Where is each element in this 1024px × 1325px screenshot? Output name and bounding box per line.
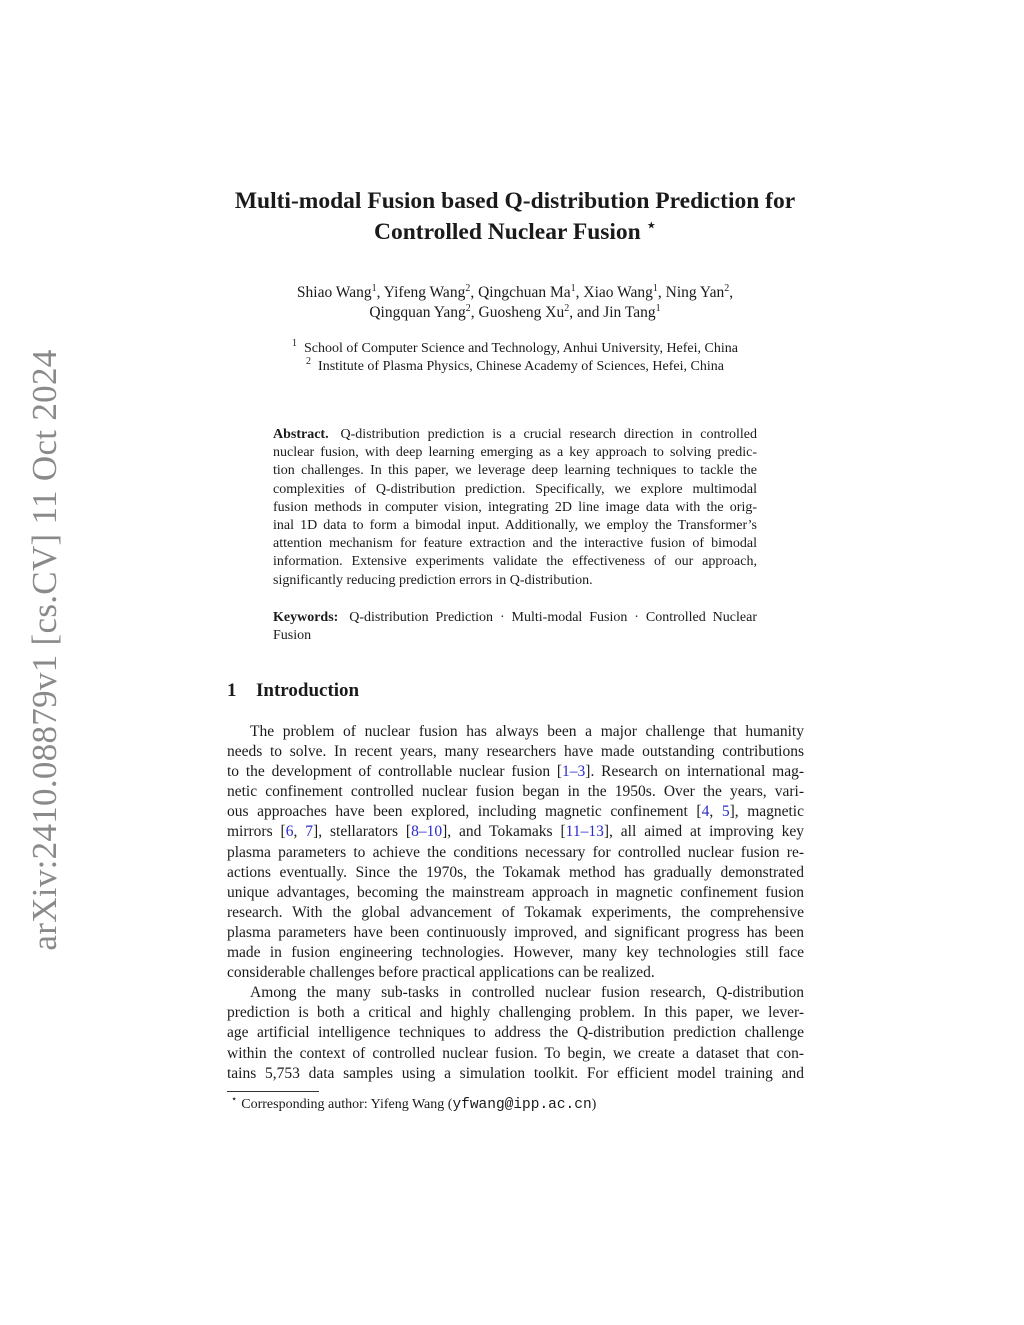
abstract-line: attention mechanism for feature extraction and the interactive fusion of bimodal bbox=[273, 536, 757, 552]
author-affiliation-mark: 1 bbox=[652, 283, 658, 294]
affiliation-item bbox=[200, 340, 830, 358]
author-name: Ning Yan bbox=[665, 284, 725, 301]
body-line: prediction is both a critical and highly challenging problem. In this paper, we lever- bbox=[227, 1004, 804, 1022]
abstract-line: nuclear fusion, with deep learning emerging as a key approach to solving predic- bbox=[273, 445, 757, 461]
footnote-email-link[interactable]: yfwang@ipp.ac.cn bbox=[452, 1097, 592, 1113]
abstract-line: inal 1D data to form a bimodal input. Additionally, we employ the Transformer’s bbox=[273, 518, 757, 534]
footnote-close: ) bbox=[591, 1097, 597, 1112]
arxiv-identifier: arXiv:2410.08879v1 [cs.CV] 11 Oct 2024 bbox=[25, 349, 64, 951]
introduction-body bbox=[227, 722, 804, 1084]
body-line: unique advantages, becoming the mainstream approach in magnetic confinement fusion bbox=[227, 883, 804, 901]
section-number: 1 bbox=[227, 680, 237, 701]
citation-link[interactable]: 1–3 bbox=[562, 763, 586, 781]
author-affiliation-mark: 1 bbox=[655, 303, 661, 314]
author-name: Guosheng Xu bbox=[478, 304, 565, 321]
author-affiliation-mark: 2 bbox=[564, 303, 570, 314]
citation-link[interactable]: 5 bbox=[721, 803, 730, 821]
footnote-star-mark: ⋆ bbox=[231, 1094, 238, 1105]
abstract-line: Abstract. Q-distribution prediction is a crucial research direction in controlled bbox=[273, 427, 758, 442]
abstract bbox=[273, 426, 757, 590]
author-name: Shiao Wang bbox=[296, 284, 372, 301]
footnote-rule bbox=[227, 1091, 319, 1092]
body-line: ous approaches have been explored, including magnetic confinement [4, 5], magnetic bbox=[227, 803, 804, 821]
author-affiliation-mark: 1 bbox=[570, 283, 576, 294]
affiliation-text: School of Computer Science and Technology, Anhui University, Hefei, China bbox=[304, 341, 738, 356]
affiliation-text: Institute of Plasma Physics, Chinese Academy of Sciences, Hefei, China bbox=[318, 359, 724, 374]
arxiv-stamp bbox=[20, 349, 70, 951]
keywords-line: Keywords: Q-distribution Prediction · Multi-modal Fusion · Controlled Nuclear bbox=[273, 610, 757, 625]
author-name: Qingchuan Ma bbox=[478, 284, 571, 301]
abstract-label: Abstract. bbox=[273, 427, 329, 442]
abstract-line: information. Extensive experiments validate the effectiveness of our approach, bbox=[273, 554, 757, 570]
affiliation-item bbox=[200, 358, 830, 376]
author-affiliation-mark: 1 bbox=[371, 283, 377, 294]
body-line: The problem of nuclear fusion has always been a major challenge that humanity bbox=[250, 723, 804, 740]
abstract-line: significantly reducing prediction errors in Q-distribution. bbox=[273, 572, 593, 588]
author-name: Jin Tang bbox=[603, 304, 656, 321]
affiliation-list bbox=[200, 340, 830, 376]
paper-title bbox=[200, 186, 830, 248]
keywords bbox=[273, 609, 757, 645]
citation-link[interactable]: 7 bbox=[305, 823, 314, 841]
body-line: research. With the global advancement of Tokamak experiments, the comprehensive bbox=[227, 903, 804, 921]
body-line: mirrors [6, 7], stellarators [8–10], and Tokamaks [11–13], all aimed at improving key bbox=[227, 823, 805, 841]
author-line-1: Shiao Wang$^1$, Yifeng Wang$^2$, Qingchuan Ma$^1$, Xiao Wang$^1$, Ning Yan$^2$, bbox=[296, 283, 734, 301]
body-line: actions eventually. Since the 1970s, the Tokamak method has gradually demonstrated bbox=[227, 863, 804, 881]
author-conjunction: and bbox=[576, 304, 600, 321]
body-line: needs to solve. In recent years, many researchers have made outstanding contributions bbox=[227, 743, 804, 761]
body-line: within the context of controlled nuclear fusion. To begin, we create a dataset that con- bbox=[227, 1044, 804, 1062]
author-name: Qingquan Yang bbox=[369, 304, 466, 321]
citation-link[interactable]: 11–13 bbox=[565, 823, 604, 841]
title-line-2-text: Controlled Nuclear Fusion bbox=[373, 219, 641, 245]
title-line-1: Multi-modal Fusion based Q-distribution Prediction for bbox=[234, 188, 796, 214]
author-affiliation-mark: 2 bbox=[465, 303, 471, 314]
author-list bbox=[200, 283, 830, 323]
body-line: made in fusion engineering technologies. However, many key technologies still face bbox=[227, 944, 804, 962]
citation-link[interactable]: 8–10 bbox=[411, 823, 443, 841]
citation-link[interactable]: 6 bbox=[285, 823, 294, 841]
footnote bbox=[231, 1096, 596, 1114]
body-line: tains 5,753 data samples using a simulation toolkit. For efficient model training and bbox=[227, 1064, 804, 1082]
abstract-line: tion challenges. In this paper, we leverage deep learning techniques to tackle the bbox=[273, 463, 757, 479]
author-line-2: Qingquan Yang$^2$, Guosheng Xu$^2$, and Jin Tang$^1$ bbox=[369, 303, 661, 321]
body-line: to the development of controllable nuclear fusion [1–3]. Research on international mag- bbox=[227, 763, 804, 781]
citation-link[interactable]: 4 bbox=[701, 803, 710, 821]
body-line: considerable challenges before practical applications can be realized. bbox=[227, 964, 655, 982]
abstract-line: fusion methods in computer vision, integrating 2D line image data with the orig- bbox=[273, 499, 757, 515]
body-line: plasma parameters have been continuously improved, and significant progress has been bbox=[227, 923, 804, 941]
keywords-label: Keywords: bbox=[273, 610, 339, 625]
footnote-text: Corresponding author: Yifeng Wang ( bbox=[241, 1097, 453, 1112]
affiliation-number: 1 bbox=[292, 338, 297, 349]
body-line: netic confinement controlled nuclear fusion began in the 1950s. Over the years, vari- bbox=[227, 783, 804, 801]
section-heading bbox=[227, 680, 359, 702]
keywords-line: Fusion bbox=[273, 628, 312, 644]
title-line-2 bbox=[200, 217, 830, 248]
author-name: Yifeng Wang bbox=[383, 284, 466, 301]
section-title: Introduction bbox=[256, 680, 360, 701]
body-line: age artificial intelligence techniques to address the Q-distribution prediction challenge bbox=[227, 1024, 804, 1042]
author-affiliation-mark: 2 bbox=[465, 283, 471, 294]
author-name: Xiao Wang bbox=[583, 284, 653, 301]
body-line: Among the many sub-tasks in controlled nuclear fusion research, Q-distribution bbox=[250, 984, 804, 1002]
body-line: plasma parameters to achieve the conditions necessary for controlled nuclear fusion re- bbox=[227, 843, 804, 861]
author-affiliation-mark: 2 bbox=[724, 283, 730, 294]
affiliation-number: 2 bbox=[306, 356, 312, 367]
title-star-mark: ⋆ bbox=[646, 218, 657, 234]
abstract-line: complexities of Q-distribution prediction. Specifically, we explore multimodal bbox=[273, 481, 757, 497]
